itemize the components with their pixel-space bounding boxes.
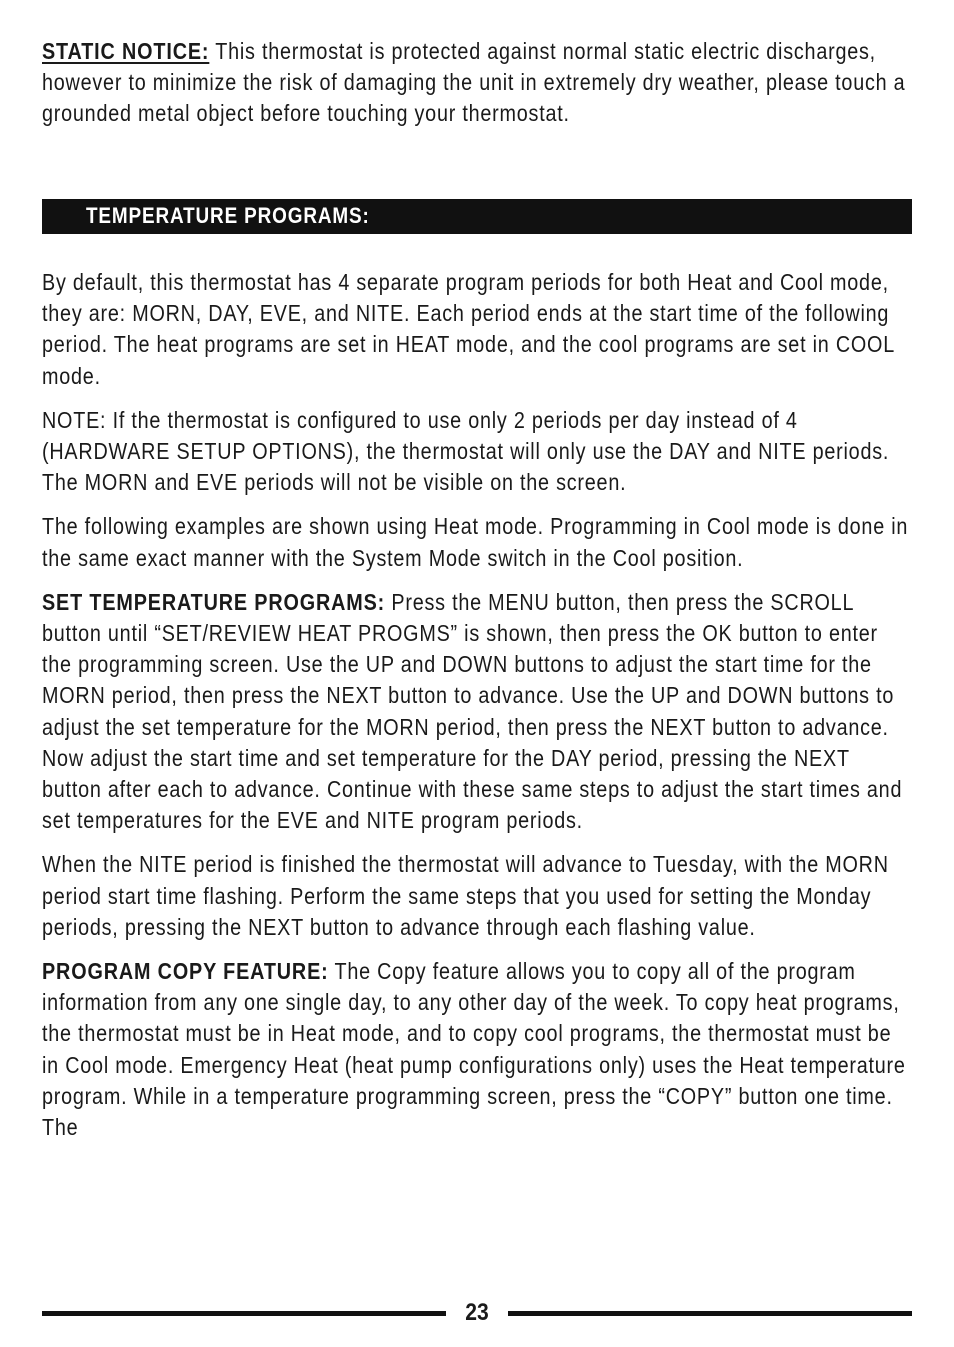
set-programs-text: Press the MENU button, then press the SCROLL button until “SET/REVIEW HEAT PROGMS” is shown, then press the OK button to enter the programming screen. Use the UP and DOWN buttons to adjust the start time for the MORN period, then press the NEXT button to advance. Use the UP and DOWN buttons to adjust the set temperature for the MORN period, then press the NEXT button to advance. Now adjust the start time and set temperature for the DAY period, pressing the NEXT button after each to advance. Continue with these same steps to adjust the start times and set temperatures for the EVE and NITE program periods. bbox=[42, 588, 903, 834]
note-paragraph: NOTE: If the thermostat is configured to use only 2 periods per day instead of 4 (HARDWARE SETUP OPTIONS), the thermostat will only use the DAY and NITE periods. The MORN and EVE periods will not be visible on the screen. bbox=[42, 406, 890, 496]
copy-feature-label: PROGRAM COPY FEATURE: bbox=[42, 958, 329, 985]
static-notice-paragraph bbox=[42, 36, 912, 130]
set-programs-label: SET TEMPERATURE PROGRAMS: bbox=[42, 588, 386, 615]
page-body bbox=[42, 36, 912, 130]
intro-paragraph: By default, this thermostat has 4 separate program periods for both Heat and Cool mode, they are: MORN, DAY, EVE, and NITE. Each period ends at the start time of the following period. The heat programs are set in HEAT mode, and the cool programs are set in COOL mode. bbox=[42, 269, 895, 389]
examples-paragraph: The following examples are shown using Heat mode. Programming in Cool mode is done in the same exact manner with the System Mode switch in the Cool position. bbox=[42, 513, 909, 571]
copy-feature-paragraph bbox=[42, 956, 912, 1143]
static-notice-text: This thermostat is protected against normal static electric discharges, however to minimize the risk of damaging the unit in extremely dry weather, please touch a grounded metal object before touching your thermostat. bbox=[42, 38, 906, 127]
static-notice-label: STATIC NOTICE: bbox=[42, 38, 210, 64]
section-header-bar bbox=[42, 199, 912, 234]
page-body-main bbox=[42, 267, 912, 1156]
page-number: 23 bbox=[465, 1299, 489, 1326]
set-programs-paragraph bbox=[42, 587, 912, 837]
footer-rule-right bbox=[508, 1311, 912, 1316]
footer-rule-left bbox=[42, 1311, 446, 1316]
section-title: TEMPERATURE PROGRAMS: bbox=[86, 203, 370, 228]
copy-feature-text: The Copy feature allows you to copy all of the program information from any one single day, to any other day of the week. To copy heat programs, the thermostat must be in Heat mode, and to copy cool programs, the thermostat must be in Cool mode. Emergency Heat (heat pump configurations only) uses the Heat temperature program. While in a temperature programming screen, press the “COPY” button one time. The bbox=[42, 958, 906, 1141]
nite-finished-paragraph: When the NITE period is finished the thermostat will advance to Tuesday, with the MORN period start time flashing. Perform the same steps that you used for setting the Monday periods, pressing the NEXT button to advance through each flashing value. bbox=[42, 851, 889, 940]
